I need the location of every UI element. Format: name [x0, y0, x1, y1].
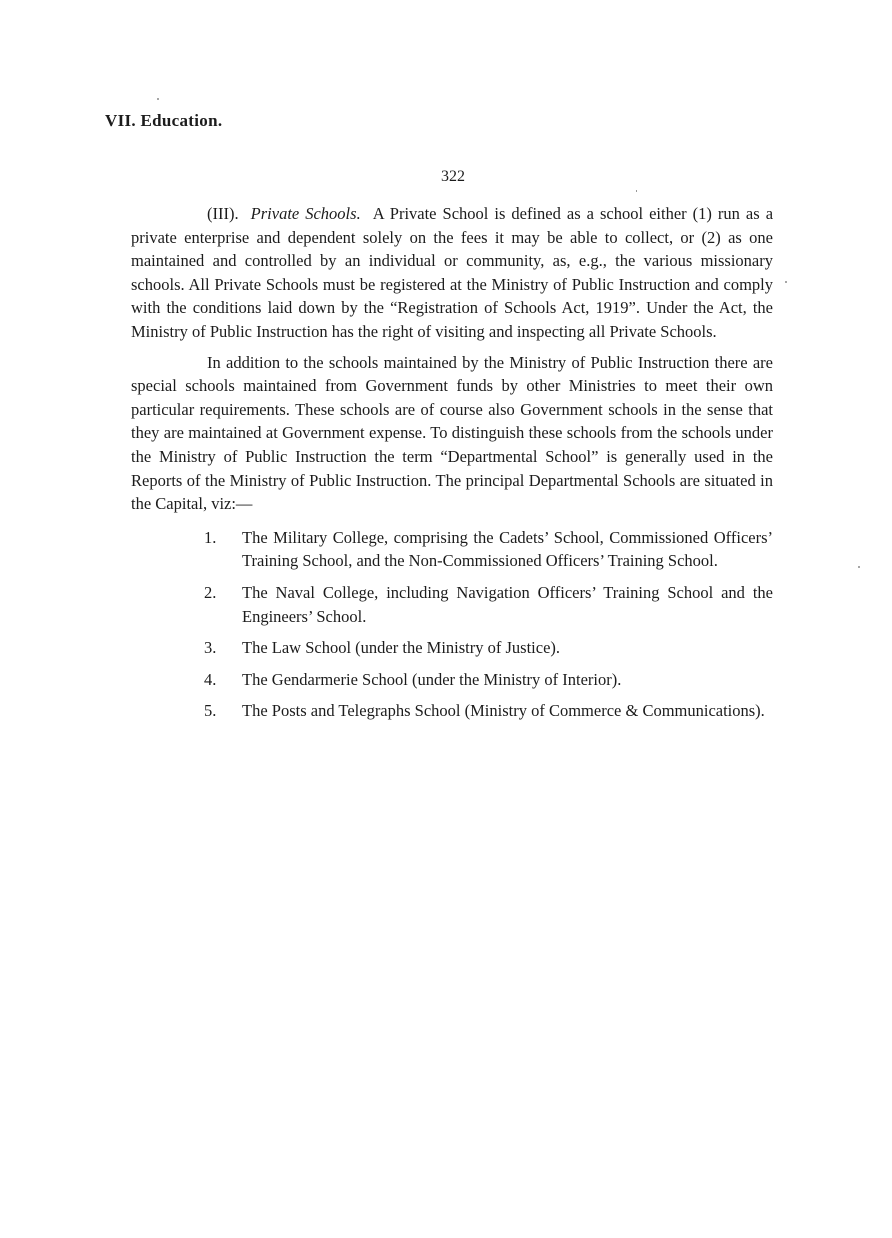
departmental-schools-list — [131, 526, 773, 723]
list-item-number: 2. — [204, 582, 217, 602]
scan-speck — [858, 566, 860, 568]
body-text — [131, 202, 773, 731]
list-item — [131, 636, 773, 660]
list-item-text: The Naval College, including Navigation Officers’ Training School and the Engineers’ School. — [242, 582, 773, 626]
page-number: 322 — [441, 168, 465, 185]
list-item-number: 4. — [204, 669, 217, 689]
list-item-number: 1. — [204, 527, 217, 547]
list-item-text: The Gendarmerie School (under the Ministry of Interior). — [242, 669, 622, 689]
list-item — [131, 581, 773, 628]
list-item — [131, 699, 773, 723]
list-item — [131, 668, 773, 692]
list-item — [131, 526, 773, 573]
scan-speck — [785, 281, 787, 283]
scan-speck — [157, 98, 159, 100]
subsection-title: Private Schools. — [250, 204, 361, 223]
section-heading: VII. Education. — [105, 111, 223, 130]
scan-speck — [636, 190, 637, 192]
list-item-text: The Military College, comprising the Cadets’ School, Commissioned Officers’ Training School, and the Non-Commissioned Officers’ Training School. — [242, 527, 773, 571]
list-item-number: 5. — [204, 701, 217, 721]
paragraph-private-schools — [131, 202, 773, 344]
list-item-number: 3. — [204, 638, 217, 658]
list-item-text: The Law School (under the Ministry of Justice). — [242, 638, 561, 658]
subsection-number: (III). — [207, 204, 239, 223]
paragraph-departmental-schools: In addition to the schools maintained by the Ministry of Public Instruction there are special schools maintained from Government funds by other Ministries to meet their own particular requirements. These schools are of course also Government schools in the sense that they are maintained at Government expense. To distinguish these schools from the schools under the Ministry of Public Instruction the term “Departmental School” is generally used in the Reports of the Ministry of Public Instruction. The principal Departmental Schools are situated in the Capital, viz:— — [131, 352, 773, 514]
paragraph-text: A Private School is defined as a school either (1) run as a private enterprise and dependent solely on the fees it may be able to collect, or (2) as one maintained and controlled by an individual or community, as, e.g., the various missionary schools. All Private Schools must be registered at the Ministry of Public Instruction and comply with the conditions laid down by the “Registration of Schools Act, 1919”. Under the Act, the Ministry of Public Instruction has the right of visiting and inspecting all Private Schools. — [131, 204, 774, 341]
list-item-text: The Posts and Telegraphs School (Ministry of Commerce & Communications). — [242, 701, 765, 721]
